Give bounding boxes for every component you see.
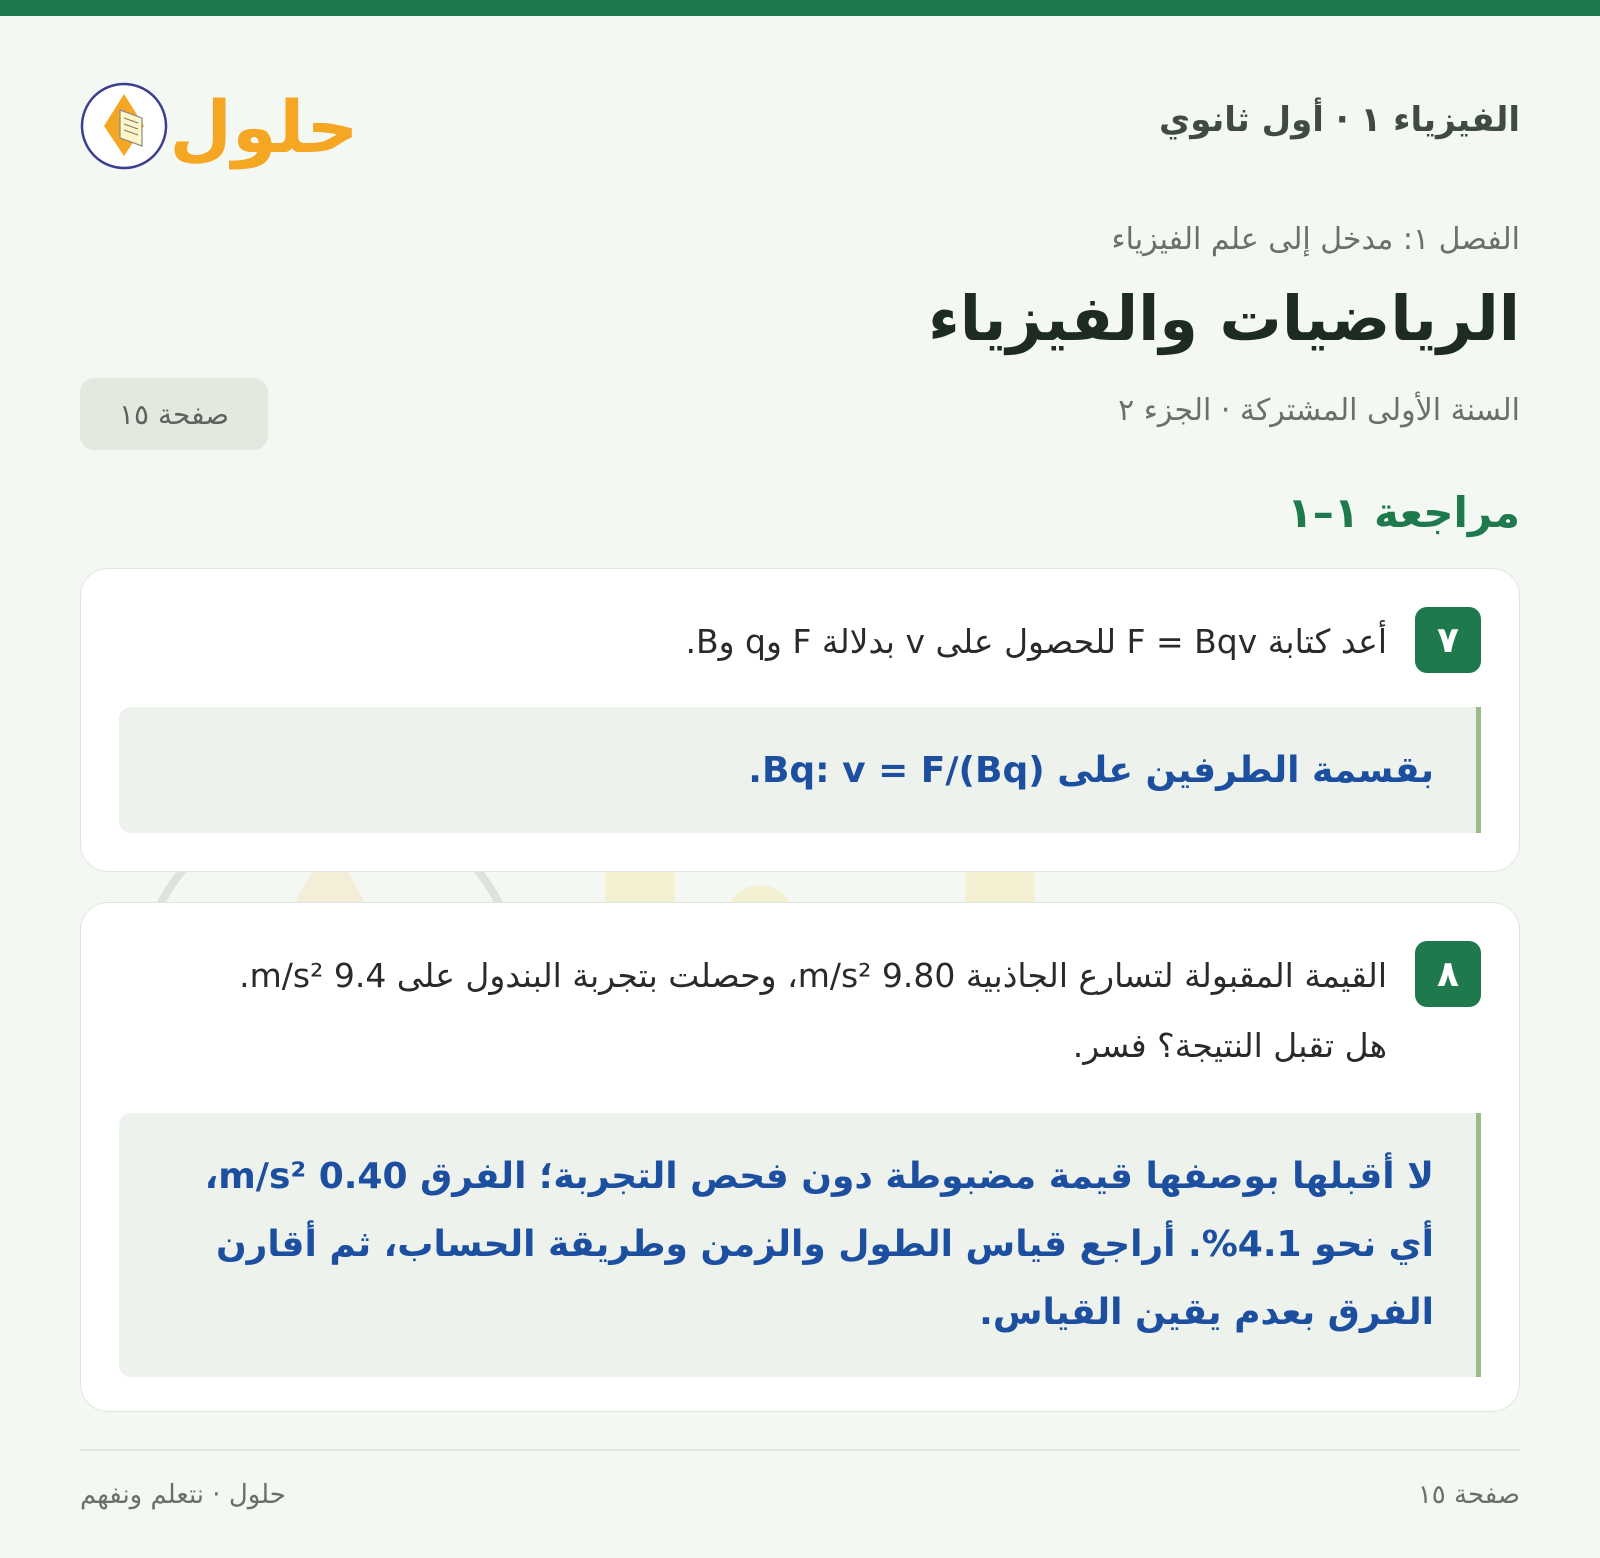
page-title: الرياضيات والفيزياء xyxy=(928,282,1520,355)
answer-box: بقسمة الطرفين على Bq: v = F/(Bq). xyxy=(119,707,1481,833)
question-text: القيمة المقبولة لتسارع الجاذبية 9.80 m/s²، وحصلت بتجربة البندول على 9.4 m/s². هل تقبل النتيجة؟ فسر. xyxy=(239,956,1387,1065)
footer-page-number: صفحة ١٥ xyxy=(1417,1480,1520,1510)
logo-text: حلول xyxy=(169,85,359,169)
chapter-label: الفصل ١: مدخل إلى علم الفيزياء xyxy=(1111,222,1520,257)
question-text: أعد كتابة F = Bqv للحصول على v بدلالة F وq وB. xyxy=(685,622,1387,661)
page-meta: السنة الأولى المشتركة · الجزء ٢ xyxy=(1118,393,1520,428)
question-number: ٨ xyxy=(1415,941,1481,1007)
question-card xyxy=(80,902,1520,1412)
question-number: ٧ xyxy=(1415,607,1481,673)
footer-divider xyxy=(80,1449,1520,1451)
section-title: مراجعة ١–١ xyxy=(1287,488,1520,537)
course-title: الفيزياء ١ · أول ثانوي xyxy=(1159,100,1520,140)
page-number-badge: صفحة ١٥ xyxy=(80,378,268,450)
page-header xyxy=(80,60,1520,190)
hulul-logo xyxy=(80,60,370,180)
top-accent-bar xyxy=(0,0,1600,16)
answer-box: لا أقبلها بوصفها قيمة مضبوطة دون فحص التجربة؛ الفرق 0.40 m/s²، أي نحو 4.1%. أراجع قياس الطول والزمن وطريقة الحساب، ثم أقارن الفرق بعدم يقين القياس. xyxy=(119,1113,1481,1377)
footer-brand: حلول · نتعلم ونفهم xyxy=(80,1480,286,1510)
question-card xyxy=(80,568,1520,872)
